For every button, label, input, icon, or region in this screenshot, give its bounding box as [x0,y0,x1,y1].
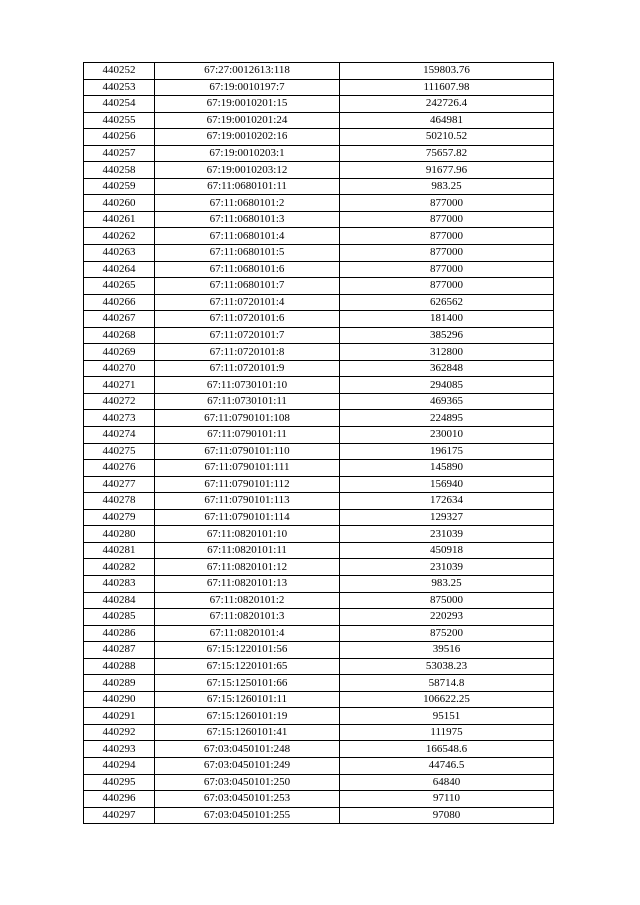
cadastral-number-cell: 67:11:0720101:7 [155,327,340,344]
value-cell: 196175 [340,443,554,460]
table-row [84,377,554,394]
row-number-cell: 440289 [84,675,155,692]
row-number-cell: 440273 [84,410,155,427]
cadastral-number-cell: 67:11:0790101:113 [155,493,340,510]
cadastral-number-cell: 67:15:1260101:41 [155,724,340,741]
table-row [84,393,554,410]
row-number-cell: 440287 [84,642,155,659]
cadastral-number-cell: 67:27:0012613:118 [155,63,340,80]
cadastral-number-cell: 67:11:0720101:4 [155,294,340,311]
value-cell: 875200 [340,625,554,642]
cadastral-number-cell: 67:19:0010201:15 [155,96,340,113]
row-number-cell: 440267 [84,311,155,328]
value-cell: 450918 [340,542,554,559]
row-number-cell: 440256 [84,129,155,146]
table-row [84,724,554,741]
value-cell: 129327 [340,509,554,526]
row-number-cell: 440269 [84,344,155,361]
cadastral-number-cell: 67:15:1260101:19 [155,708,340,725]
cadastral-number-cell: 67:03:0450101:249 [155,757,340,774]
table-row [84,344,554,361]
cadastral-number-cell: 67:11:0820101:2 [155,592,340,609]
table-row [84,63,554,80]
value-cell: 877000 [340,211,554,228]
row-number-cell: 440284 [84,592,155,609]
table-row [84,476,554,493]
row-number-cell: 440272 [84,393,155,410]
row-number-cell: 440278 [84,493,155,510]
cadastral-number-cell: 67:11:0790101:11 [155,427,340,444]
cadastral-number-cell: 67:11:0720101:9 [155,360,340,377]
value-cell: 64840 [340,774,554,791]
cadastral-number-cell: 67:15:1260101:11 [155,691,340,708]
cadastral-number-cell: 67:19:0010203:12 [155,162,340,179]
row-number-cell: 440282 [84,559,155,576]
cadastral-number-cell: 67:15:1220101:65 [155,658,340,675]
value-cell: 156940 [340,476,554,493]
value-cell: 312800 [340,344,554,361]
row-number-cell: 440257 [84,145,155,162]
value-cell: 172634 [340,493,554,510]
cadastral-number-cell: 67:11:0680101:6 [155,261,340,278]
cadastral-number-cell: 67:11:0720101:8 [155,344,340,361]
value-cell: 145890 [340,460,554,477]
table-row [84,278,554,295]
table-row [84,592,554,609]
row-number-cell: 440261 [84,211,155,228]
value-cell: 97080 [340,807,554,824]
value-cell: 877000 [340,261,554,278]
cadastral-number-cell: 67:19:0010203:1 [155,145,340,162]
table-row [84,96,554,113]
row-number-cell: 440264 [84,261,155,278]
value-cell: 231039 [340,526,554,543]
table-row [84,112,554,129]
value-cell: 97110 [340,791,554,808]
cadastral-number-cell: 67:19:0010202:16 [155,129,340,146]
cadastral-number-cell: 67:11:0820101:11 [155,542,340,559]
value-cell: 877000 [340,278,554,295]
table-row [84,757,554,774]
row-number-cell: 440290 [84,691,155,708]
table-row [84,195,554,212]
value-cell: 877000 [340,195,554,212]
row-number-cell: 440294 [84,757,155,774]
value-cell: 294085 [340,377,554,394]
table-row [84,807,554,824]
value-cell: 95151 [340,708,554,725]
value-cell: 75657.82 [340,145,554,162]
row-number-cell: 440277 [84,476,155,493]
table-row [84,741,554,758]
value-cell: 50210.52 [340,129,554,146]
cadastral-number-cell: 67:11:0790101:111 [155,460,340,477]
value-cell: 58714.8 [340,675,554,692]
table-row [84,559,554,576]
row-number-cell: 440296 [84,791,155,808]
row-number-cell: 440268 [84,327,155,344]
row-number-cell: 440293 [84,741,155,758]
value-cell: 983.25 [340,178,554,195]
table-row [84,774,554,791]
cadastral-number-cell: 67:11:0680101:2 [155,195,340,212]
cadastral-number-cell: 67:11:0730101:11 [155,393,340,410]
row-number-cell: 440271 [84,377,155,394]
table-row [84,675,554,692]
table-row [84,129,554,146]
value-cell: 242726.4 [340,96,554,113]
value-cell: 983.25 [340,575,554,592]
value-cell: 464981 [340,112,554,129]
row-number-cell: 440280 [84,526,155,543]
row-number-cell: 440286 [84,625,155,642]
table-row [84,460,554,477]
cadastral-number-cell: 67:11:0820101:4 [155,625,340,642]
cadastral-number-cell: 67:15:1220101:56 [155,642,340,659]
row-number-cell: 440265 [84,278,155,295]
value-cell: 111975 [340,724,554,741]
value-cell: 877000 [340,228,554,245]
value-cell: 362848 [340,360,554,377]
cadastral-number-cell: 67:11:0680101:3 [155,211,340,228]
cadastral-number-cell: 67:03:0450101:250 [155,774,340,791]
table-row [84,691,554,708]
table-row [84,642,554,659]
table-row [84,228,554,245]
row-number-cell: 440270 [84,360,155,377]
row-number-cell: 440297 [84,807,155,824]
table-row [84,509,554,526]
table-row [84,327,554,344]
value-cell: 385296 [340,327,554,344]
cadastral-value-table [83,62,554,824]
value-cell: 231039 [340,559,554,576]
cadastral-number-cell: 67:11:0820101:12 [155,559,340,576]
row-number-cell: 440295 [84,774,155,791]
table-row [84,145,554,162]
value-cell: 181400 [340,311,554,328]
cadastral-number-cell: 67:19:0010197:7 [155,79,340,96]
row-number-cell: 440274 [84,427,155,444]
cadastral-number-cell: 67:15:1250101:66 [155,675,340,692]
table-row [84,708,554,725]
value-cell: 91677.96 [340,162,554,179]
table-row [84,542,554,559]
table-row [84,658,554,675]
row-number-cell: 440291 [84,708,155,725]
value-cell: 39516 [340,642,554,659]
row-number-cell: 440263 [84,245,155,262]
cadastral-number-cell: 67:11:0820101:10 [155,526,340,543]
table-row [84,178,554,195]
table-row [84,294,554,311]
row-number-cell: 440255 [84,112,155,129]
cadastral-number-cell: 67:11:0680101:4 [155,228,340,245]
row-number-cell: 440279 [84,509,155,526]
table-row [84,575,554,592]
table-row [84,493,554,510]
row-number-cell: 440276 [84,460,155,477]
value-cell: 53038.23 [340,658,554,675]
cadastral-number-cell: 67:11:0790101:114 [155,509,340,526]
cadastral-number-cell: 67:11:0790101:110 [155,443,340,460]
value-cell: 159803.76 [340,63,554,80]
value-cell: 166548.6 [340,741,554,758]
table-row [84,443,554,460]
cadastral-number-cell: 67:11:0680101:5 [155,245,340,262]
row-number-cell: 440266 [84,294,155,311]
table-row [84,245,554,262]
cadastral-number-cell: 67:19:0010201:24 [155,112,340,129]
value-cell: 111607.98 [340,79,554,96]
value-cell: 106622.25 [340,691,554,708]
value-cell: 875000 [340,592,554,609]
table-row [84,609,554,626]
table-row [84,625,554,642]
row-number-cell: 440275 [84,443,155,460]
cadastral-number-cell: 67:03:0450101:255 [155,807,340,824]
table-row [84,410,554,427]
row-number-cell: 440281 [84,542,155,559]
value-cell: 230010 [340,427,554,444]
row-number-cell: 440254 [84,96,155,113]
cadastral-number-cell: 67:11:0790101:112 [155,476,340,493]
row-number-cell: 440253 [84,79,155,96]
value-cell: 44746.5 [340,757,554,774]
table-row [84,261,554,278]
cadastral-number-cell: 67:11:0820101:13 [155,575,340,592]
value-cell: 224895 [340,410,554,427]
table-row [84,791,554,808]
table-row [84,526,554,543]
cadastral-number-cell: 67:11:0720101:6 [155,311,340,328]
table-row [84,427,554,444]
table-row [84,211,554,228]
row-number-cell: 440288 [84,658,155,675]
cadastral-number-cell: 67:11:0680101:11 [155,178,340,195]
cadastral-number-cell: 67:11:0820101:3 [155,609,340,626]
table-body [84,63,554,824]
table-row [84,311,554,328]
value-cell: 626562 [340,294,554,311]
row-number-cell: 440259 [84,178,155,195]
row-number-cell: 440252 [84,63,155,80]
row-number-cell: 440283 [84,575,155,592]
cadastral-number-cell: 67:03:0450101:248 [155,741,340,758]
row-number-cell: 440285 [84,609,155,626]
value-cell: 877000 [340,245,554,262]
row-number-cell: 440262 [84,228,155,245]
table-row [84,162,554,179]
cadastral-number-cell: 67:11:0790101:108 [155,410,340,427]
cadastral-number-cell: 67:11:0730101:10 [155,377,340,394]
row-number-cell: 440258 [84,162,155,179]
cadastral-number-cell: 67:03:0450101:253 [155,791,340,808]
value-cell: 469365 [340,393,554,410]
value-cell: 220293 [340,609,554,626]
row-number-cell: 440292 [84,724,155,741]
cadastral-number-cell: 67:11:0680101:7 [155,278,340,295]
table-row [84,79,554,96]
row-number-cell: 440260 [84,195,155,212]
table-row [84,360,554,377]
